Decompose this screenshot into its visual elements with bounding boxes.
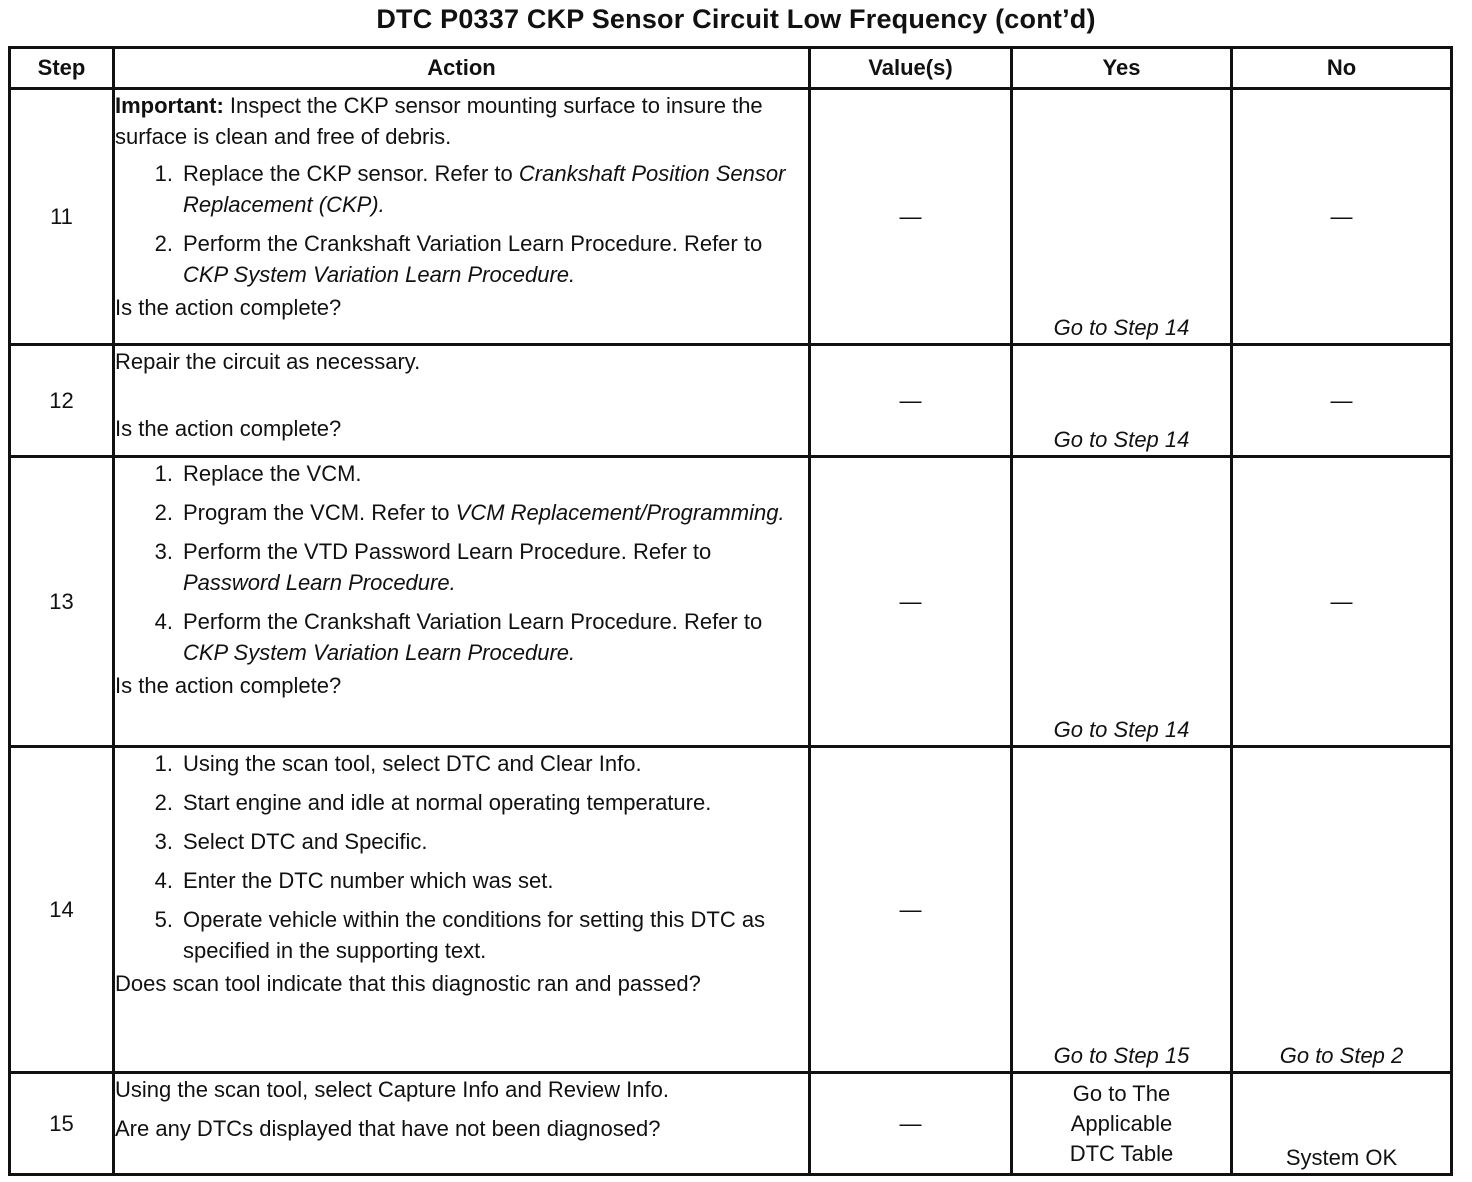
no-cell	[1232, 747, 1452, 1073]
yes-text: Go to Step 14	[1053, 427, 1190, 452]
reference-text: CKP System Variation Learn Procedure.	[183, 262, 576, 287]
no-cell: —	[1232, 345, 1452, 457]
list-item	[115, 497, 808, 528]
action-text: Repair the circuit as necessary.	[115, 349, 421, 374]
list-text: Replace the CKP sensor. Refer to	[183, 161, 519, 186]
list-text: Perform the Crankshaft Variation Learn Procedure. Refer to	[183, 231, 763, 256]
action-list	[115, 748, 808, 966]
list-number: 4.	[154, 609, 173, 634]
diagnostic-table	[8, 46, 1453, 1176]
list-number: 5.	[154, 907, 173, 932]
yes-text: Go to Step 14	[1053, 717, 1190, 742]
value-cell: —	[810, 345, 1012, 457]
list-text: Start engine and idle at normal operating temperature.	[183, 790, 712, 815]
yes-text: Go to Step 14	[1053, 315, 1190, 340]
list-number: 2.	[154, 500, 173, 525]
no-cell: —	[1232, 457, 1452, 747]
action-list	[115, 158, 808, 290]
action-cell	[114, 1073, 810, 1175]
list-text: Replace the VCM.	[183, 461, 362, 486]
yes-text: Go to Step 15	[1053, 1043, 1190, 1068]
list-item	[115, 865, 808, 896]
list-item	[115, 904, 808, 966]
list-number: 1.	[154, 161, 173, 186]
list-text: Perform the Crankshaft Variation Learn Procedure. Refer to	[183, 609, 763, 634]
action-cell	[114, 747, 810, 1073]
step-number: 15	[10, 1073, 114, 1175]
yes-cell	[1012, 1073, 1232, 1175]
header-action: Action	[114, 48, 810, 89]
step-number: 13	[10, 457, 114, 747]
important-note	[115, 90, 808, 152]
important-text: Inspect the CKP sensor mounting surface to insure the surface is clean and free of debris.	[115, 93, 763, 149]
page-title: DTC P0337 CKP Sensor Circuit Low Frequency (cont’d)	[376, 4, 1096, 34]
list-number: 2.	[154, 231, 173, 256]
yes-cell	[1012, 345, 1232, 457]
list-number: 4.	[154, 868, 173, 893]
value-cell: —	[810, 1073, 1012, 1175]
value-cell: —	[810, 747, 1012, 1073]
question-text: Is the action complete?	[115, 295, 342, 320]
list-number: 1.	[154, 751, 173, 776]
yes-text: Go to The Applicable DTC Table	[1069, 1081, 1174, 1166]
header-yes: Yes	[1012, 48, 1232, 89]
list-number: 2.	[154, 790, 173, 815]
important-label: Important:	[115, 93, 224, 118]
reference-text: Password Learn Procedure.	[183, 570, 456, 595]
action-list	[115, 458, 808, 668]
list-text: Perform the VTD Password Learn Procedure. Refer to	[183, 539, 712, 564]
action-text: Using the scan tool, select Capture Info and Review Info.	[115, 1077, 669, 1102]
list-text: Operate vehicle within the conditions for setting this DTC as specified in the supporting text.	[183, 907, 766, 963]
list-item	[115, 158, 808, 220]
yes-cell	[1012, 457, 1232, 747]
reference-text: Crankshaft Position Sensor Replacement (CKP).	[183, 161, 786, 217]
table-row-step-15	[10, 1073, 1452, 1175]
step-number: 11	[10, 89, 114, 345]
table-row-step-13	[10, 457, 1452, 747]
list-number: 3.	[154, 829, 173, 854]
question-text: Are any DTCs displayed that have not been diagnosed?	[115, 1116, 661, 1141]
no-text: System OK	[1285, 1145, 1398, 1170]
header-values: Value(s)	[810, 48, 1012, 89]
action-cell	[114, 345, 810, 457]
question-text: Is the action complete?	[115, 416, 342, 441]
action-cell	[114, 89, 810, 345]
step-number: 12	[10, 345, 114, 457]
list-item	[115, 748, 808, 779]
list-item	[115, 787, 808, 818]
yes-cell	[1012, 89, 1232, 345]
list-item	[115, 228, 808, 290]
reference-text: CKP System Variation Learn Procedure.	[183, 640, 576, 665]
list-text: Enter the DTC number which was set.	[183, 868, 554, 893]
list-text: Program the VCM. Refer to	[183, 500, 456, 525]
list-item	[115, 826, 808, 857]
value-cell: —	[810, 457, 1012, 747]
question-text: Is the action complete?	[115, 673, 342, 698]
no-cell: —	[1232, 89, 1452, 345]
list-item	[115, 536, 808, 598]
value-cell: —	[810, 89, 1012, 345]
list-number: 1.	[154, 461, 173, 486]
question-text: Does scan tool indicate that this diagnostic ran and passed?	[115, 971, 701, 996]
no-cell	[1232, 1073, 1452, 1175]
table-row-step-14	[10, 747, 1452, 1073]
table-row-step-11	[10, 89, 1452, 345]
action-cell	[114, 457, 810, 747]
list-text: Select DTC and Specific.	[183, 829, 428, 854]
table-row-step-12	[10, 345, 1452, 457]
step-number: 14	[10, 747, 114, 1073]
list-number: 3.	[154, 539, 173, 564]
yes-cell	[1012, 747, 1232, 1073]
header-step: Step	[10, 48, 114, 89]
list-item	[115, 458, 808, 489]
no-text: Go to Step 2	[1279, 1043, 1404, 1068]
header-no: No	[1232, 48, 1452, 89]
header-row	[10, 48, 1452, 89]
reference-text: VCM Replacement/Programming.	[455, 500, 785, 525]
list-item	[115, 606, 808, 668]
list-text: Using the scan tool, select DTC and Clear Info.	[183, 751, 642, 776]
